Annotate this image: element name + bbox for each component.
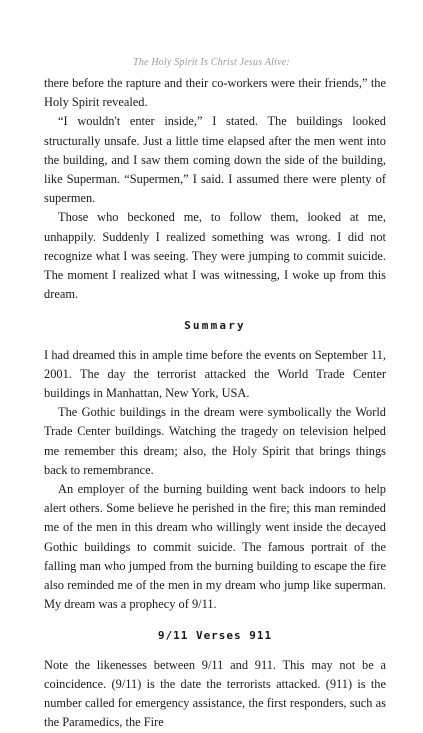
section-heading-summary: Summary — [184, 319, 246, 333]
paragraph: there before the rapture and their co-workers were their friends,” the Holy Spirit revealed. — [44, 76, 386, 110]
section-heading-verses: 9/11 Verses 911 — [157, 629, 273, 643]
running-head: The Holy Spirit Is Christ Jesus Alive: — [133, 57, 290, 68]
paragraph: “I wouldn't enter inside,” I stated. The buildings looked structurally unsafe. Just a little time elapsed after the men went into the building, and I saw them coming down the side of the building, like Superman. “Supermen,” I said. I assumed there were plenty of supermen. — [44, 114, 386, 206]
paragraph: I had dreamed this in ample time before the events on September 11, 2001. The day the terrorist attacked the World Trade Center buildings in Manhattan, New York, USA. — [44, 347, 386, 401]
paragraph: The Gothic buildings in the dream were symbolically the World Trade Center buildings. Watching the tragedy on television helped me remember this dream; also, the Holy Spirit that brings things back to remembrance. — [44, 405, 386, 477]
paragraph: Those who beckoned me, to follow them, looked at me, unhappily. Suddenly I realized something was wrong. I did not recognize what I was seeing. They were jumping to commit suicide. The moment I realized what I was witnessing, I woke up from this dream. — [44, 210, 386, 302]
paragraph: An employer of the burning building went back indoors to help alert others. Some believe he perished in the fire; this man reminded me of the men in this dream who willingly went inside the decayed Gothic buildings to commit suicide. The famous portrait of the falling man who jumped from the burning building to escape the fire also reminded me of the men in my dream who jump like superman. My dream was a prophecy of 9/11. — [44, 482, 386, 612]
paragraph: Note the likenesses between 9/11 and 911. This may not be a coincidence. (9/11) is the date the terrorists attacked. (911) is the number called for emergency assistance, the first responders, such as the Paramedics, the Fire — [44, 657, 386, 730]
page-body — [44, 74, 386, 733]
